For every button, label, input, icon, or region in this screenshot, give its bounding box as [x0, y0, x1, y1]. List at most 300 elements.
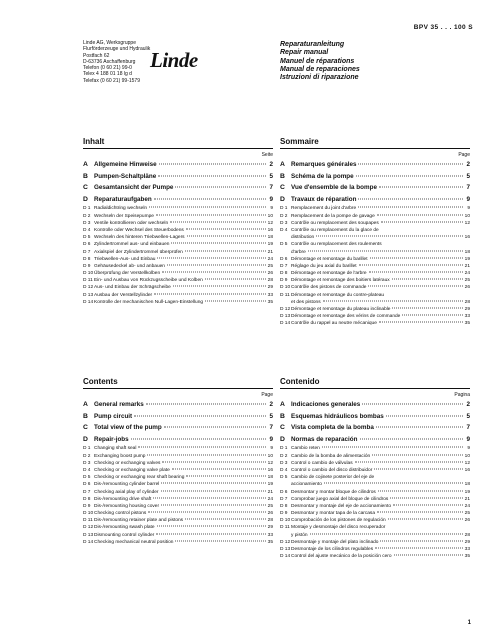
entry-number: D 9	[280, 511, 288, 517]
entry-title: Kontrolle der mechanischen Null-Lagen-Einstellung	[94, 299, 204, 305]
leader-dots	[175, 540, 265, 541]
page-column-label: Page	[261, 392, 273, 398]
leader-dots	[157, 257, 265, 258]
toc-main-entry	[83, 194, 273, 206]
entry-number: D 4	[280, 227, 288, 233]
entry-number: D 7	[83, 249, 91, 255]
toc-section-german	[83, 137, 273, 306]
entry-number: D 10	[83, 271, 94, 277]
entry-number: D 6	[83, 482, 91, 488]
entry-title: Allgemeine Hinweise	[94, 161, 157, 168]
toc-sub-entry	[280, 270, 470, 277]
entry-page: 10	[267, 213, 273, 219]
entry-letter: A	[280, 161, 285, 168]
toc-sub-entry	[280, 292, 470, 299]
entry-number: D 14	[280, 554, 291, 560]
address-line: Flurförderzeuge und Hydraulik	[83, 46, 151, 53]
toc-sub-entry	[83, 539, 273, 546]
leader-dots	[379, 187, 463, 188]
entry-title: Indicaciones generales	[291, 401, 361, 408]
entry-title: Montaje y desmontaje del disco recuperador	[291, 525, 386, 531]
leader-dots	[173, 286, 266, 287]
entry-page: 28	[267, 518, 273, 524]
company-address	[83, 40, 150, 84]
leader-dots	[158, 175, 266, 176]
toc-sub-entry	[280, 263, 470, 270]
entry-number: D 12	[280, 539, 291, 545]
entry-page: 2	[466, 401, 470, 408]
toc-section-french	[280, 137, 470, 328]
entry-title: Checking or exchanging valves	[94, 460, 161, 466]
leader-dots	[146, 404, 266, 405]
leader-dots	[167, 264, 266, 265]
entry-title: Contrôle ou remplacement du la glace de	[291, 227, 379, 233]
entry-letter: B	[280, 172, 285, 180]
leader-dots	[358, 164, 463, 165]
entry-number: D 3	[83, 220, 91, 226]
entry-title: distribution	[291, 235, 315, 241]
entry-title: Überprüfung der Verstellkolben	[94, 271, 161, 277]
entry-title: Travaux de réparation	[291, 195, 357, 203]
entry-page: 24	[464, 271, 470, 277]
entry-number: D 5	[83, 475, 91, 481]
entry-number: D 14	[280, 321, 291, 327]
entry-page: 33	[267, 532, 273, 538]
leader-dots	[355, 461, 463, 462]
entry-letter: A	[83, 161, 88, 168]
entry-title: Gehäusedeckel ab- und anbauen	[94, 263, 165, 269]
entry-number: D 4	[280, 467, 288, 473]
entry-page: 25	[464, 511, 470, 517]
toc-sub-entry	[280, 489, 470, 496]
entry-title: Démontage et remontage des vérins de commande	[291, 314, 401, 320]
section-title: Inhalt	[83, 137, 273, 149]
toc-sub-entry	[280, 481, 470, 488]
entry-title: Desmontar y montar tapa de la carcasa	[291, 511, 375, 517]
toc-sub-entry	[83, 532, 273, 539]
entry-page: 26	[267, 511, 273, 517]
toc-main-entry	[280, 399, 470, 411]
entry-page: 5	[269, 172, 273, 180]
toc-sub-entry	[280, 220, 470, 227]
entry-title: Remplacement de la pompe de gavage	[291, 213, 375, 219]
entry-page: 12	[267, 460, 273, 466]
entry-number: D 8	[83, 256, 91, 262]
manual-title: Manuel de réparations	[280, 57, 355, 65]
toc-sub-entry	[280, 453, 470, 460]
entry-page: 16	[267, 227, 273, 233]
entry-number: D 10	[280, 518, 291, 524]
entry-title: Démontage et remontage des boitiers latéraux	[291, 278, 390, 284]
leader-dots	[377, 512, 463, 513]
leader-dots	[323, 300, 463, 301]
entry-page: 9	[467, 206, 470, 212]
leader-dots	[134, 415, 266, 416]
entry-number: D 1	[83, 446, 91, 452]
entry-number: D 11	[83, 278, 93, 284]
entry-number: D 7	[280, 263, 288, 269]
toc-main-entry	[83, 171, 273, 183]
entry-title: accionamiento	[291, 482, 322, 488]
toc-main-entry	[280, 159, 470, 171]
section-title: Contents	[83, 377, 273, 389]
entry-title: General remarks	[94, 401, 144, 408]
entry-number: D 3	[280, 220, 288, 226]
leader-dots	[375, 548, 463, 549]
entry-title: Checking or exchanging valve plate	[94, 467, 170, 473]
entry-number: D 1	[83, 206, 91, 212]
entry-title: Zylindertrommel aus- und einbauen	[94, 242, 170, 248]
entry-title: Desmontaje de los cilindros regulables	[291, 547, 374, 552]
toc-sub-entry	[83, 234, 273, 241]
toc-sub-entry	[280, 306, 470, 313]
entry-title: Checking mechanical neutral position	[94, 539, 174, 545]
leader-dots	[372, 454, 462, 455]
entry-page: 19	[267, 242, 273, 248]
section-title: Sommaire	[280, 137, 470, 149]
entry-number: D 13	[280, 547, 291, 552]
entry-title: Cambio de cojinete posterior del eje de	[291, 475, 375, 481]
entry-number: D 13	[280, 314, 291, 320]
entry-title: Vista completa de la bomba	[291, 424, 374, 432]
leader-dots	[322, 447, 463, 448]
address-line: Telefax (0 60 21) 99-1579	[83, 77, 140, 84]
toc-sub-entry	[280, 553, 470, 560]
entry-page: 9	[270, 206, 273, 212]
entry-page: 19	[267, 482, 273, 488]
entry-title: Remplacement du joint d'arbre	[291, 206, 357, 212]
leader-dots	[148, 512, 265, 513]
address-line: Telefon (0 60 21) 99-0	[83, 65, 132, 72]
entry-number: D 12	[280, 307, 291, 312]
toc-sub-entry	[280, 496, 470, 503]
leader-dots	[138, 447, 266, 448]
entry-page: 25	[464, 278, 470, 284]
entry-title: Dismounting control cylinder	[94, 532, 155, 538]
leader-dots	[131, 438, 266, 439]
leader-dots	[161, 504, 266, 505]
leader-dots	[161, 490, 266, 491]
entry-page: 10	[464, 453, 470, 459]
entry-title: Checking control pistons	[94, 511, 147, 517]
entry-title: Axialspiel der Zylindertrommel überprüfen	[94, 249, 183, 255]
entry-letter: A	[83, 401, 88, 408]
toc-sub-entry	[83, 453, 273, 460]
toc-sub-entry	[280, 249, 470, 256]
manual-title: Istruzioni di riparazione	[280, 74, 359, 82]
entry-page: 12	[464, 220, 470, 226]
entry-page: 24	[267, 256, 273, 262]
entry-page: 21	[267, 249, 273, 255]
entry-number: D 2	[83, 213, 91, 219]
leader-dots	[359, 264, 463, 265]
manual-titles	[280, 41, 360, 82]
leader-dots	[172, 468, 266, 469]
leader-dots	[186, 476, 265, 477]
leader-dots	[308, 250, 463, 251]
leader-dots	[381, 221, 463, 222]
entry-title: Desmontaje y montaje del plato inclinado	[291, 539, 379, 545]
toc-sub-entry	[83, 517, 273, 524]
toc-main-entry	[280, 422, 470, 434]
entry-title: Gesamtansicht der Pumpe	[94, 184, 174, 192]
leader-dots	[386, 415, 463, 416]
entry-letter: D	[280, 195, 285, 203]
toc-sub-entry	[83, 284, 273, 291]
entry-number: D 10	[280, 285, 291, 291]
entry-page: 19	[464, 489, 470, 495]
entry-title: Réglage du jeu axial du barillet	[291, 263, 357, 269]
entry-title: Control o cambio de válvulas	[291, 460, 353, 466]
entry-number: D 11	[280, 292, 290, 298]
entry-page: 28	[267, 278, 273, 284]
toc-sub-entry	[83, 467, 273, 474]
entry-page: 5	[466, 172, 470, 180]
entry-title: Ausbau der Verstellzylinder	[94, 292, 153, 298]
toc-sub-entry	[280, 205, 470, 212]
entry-title: Comprobar juego axial del bloque de cilindros	[291, 496, 389, 502]
leader-dots	[402, 315, 462, 316]
toc-sub-entry	[83, 445, 273, 452]
toc-main-entry	[280, 171, 470, 183]
entry-title: et des pistons	[291, 299, 321, 305]
entry-page: 9	[270, 446, 273, 452]
toc-sub-entry	[83, 205, 273, 212]
entry-page: 26	[464, 285, 470, 291]
toc-sub-entry	[280, 234, 470, 241]
entry-number: D 13	[83, 292, 94, 298]
toc-sub-entry	[83, 263, 273, 270]
entry-number: D 5	[280, 242, 288, 248]
entry-number: D 13	[83, 532, 94, 538]
toc-sub-entry	[280, 532, 470, 539]
manual-title: Manual de reparaciones	[280, 65, 360, 73]
toc-sub-entry	[280, 213, 470, 220]
entry-title: Ventile kontrollieren oder wechseln	[94, 220, 169, 226]
entry-title: Démontage et remontage du plateau inclinable	[291, 307, 391, 312]
entry-page: 18	[267, 235, 273, 241]
entry-number: D 11	[280, 525, 290, 531]
page-column-label: Seite	[261, 152, 273, 158]
entry-page: 29	[267, 285, 273, 291]
entry-title: Changing shaft seal	[94, 446, 137, 452]
entry-number: D 4	[83, 227, 91, 233]
entry-title: Aus- und Einbau der Schrägscheibe	[94, 285, 171, 291]
entry-title: Cambio de la bomba de alimentación	[291, 453, 371, 459]
toc-sub-entry	[280, 539, 470, 546]
entry-number: D 2	[83, 453, 91, 459]
toc-sub-entry	[83, 227, 273, 234]
section-title: Contenido	[280, 377, 470, 389]
entry-number: D 9	[83, 503, 91, 509]
entry-page: 35	[267, 299, 273, 305]
toc-sub-entry	[280, 284, 470, 291]
toc-sub-entry	[280, 503, 470, 510]
toc-main-entry	[83, 411, 273, 423]
entry-page: 12	[464, 460, 470, 466]
entry-title: Normas de reparación	[291, 435, 358, 443]
toc-sub-entry	[280, 460, 470, 467]
entry-letter: B	[83, 172, 88, 180]
entry-page: 24	[464, 503, 470, 509]
entry-page: 26	[464, 518, 470, 524]
toc-sub-entry	[280, 299, 470, 306]
entry-title: Contrôle ou remplacement des soupapes	[291, 220, 379, 226]
entry-page: 35	[464, 554, 470, 560]
entry-page: 35	[464, 321, 470, 327]
leader-dots	[154, 293, 266, 294]
toc-sub-entry	[83, 292, 273, 299]
entry-title: Desmontar y montar bloque de cilindros	[291, 489, 376, 495]
leader-dots	[153, 497, 265, 498]
leader-dots	[388, 519, 463, 520]
entry-title: Pumpen-Schaltpläne	[94, 172, 157, 180]
leader-dots	[360, 438, 464, 439]
leader-dots	[316, 236, 462, 237]
leader-dots	[170, 221, 266, 222]
leader-dots	[162, 272, 266, 273]
entry-title: Esquemas hidráulicos bombas	[291, 412, 384, 420]
entry-page: 9	[466, 195, 470, 203]
toc-sub-entry	[83, 213, 273, 220]
page-number: 1	[467, 620, 471, 626]
leader-dots	[374, 468, 462, 469]
entry-page: 16	[464, 467, 470, 473]
leader-dots	[159, 164, 266, 165]
toc-sub-entry	[280, 445, 470, 452]
entry-title: Checking axial play of cylinder	[94, 489, 159, 495]
model-code: BPV 35 . . . 100 S	[413, 24, 473, 31]
toc-main-entry	[280, 194, 470, 206]
entry-title: Pump circuit	[94, 412, 133, 420]
toc-main-entry	[83, 399, 273, 411]
page-column-label: Pagina	[454, 392, 470, 398]
entry-title: Remarques générales	[291, 161, 357, 168]
manual-title: Reparaturanleitung	[280, 41, 345, 48]
entry-page: 2	[466, 161, 470, 168]
leader-dots	[356, 175, 463, 176]
entry-title: Vue d'ensemble de la bompe	[291, 184, 377, 192]
entry-page: 7	[269, 184, 273, 192]
entry-page: 18	[464, 249, 470, 255]
leader-dots	[368, 286, 462, 287]
entry-page: 33	[464, 547, 470, 552]
entry-page: 33	[464, 314, 470, 320]
entry-number: D 4	[83, 467, 91, 473]
entry-number: D 8	[280, 503, 288, 509]
entry-number: D 2	[280, 453, 288, 459]
entry-letter: D	[83, 195, 88, 203]
toc-sub-entry	[83, 241, 273, 248]
toc-sub-entry	[83, 489, 273, 496]
entry-page: 10	[464, 213, 470, 219]
leader-dots	[185, 250, 266, 251]
toc-sub-entry	[280, 241, 470, 248]
entry-page: 29	[464, 307, 470, 312]
entry-title: Dis-/remounting cylinder barrel	[94, 482, 160, 488]
entry-number: D 9	[280, 278, 288, 284]
leader-dots	[394, 555, 463, 556]
leader-dots	[392, 308, 462, 309]
entry-page: 26	[267, 271, 273, 277]
entry-page: 9	[269, 195, 273, 203]
toc-section-english	[83, 377, 273, 546]
entry-letter: D	[83, 435, 88, 443]
entry-page: 7	[466, 424, 470, 432]
leader-dots	[380, 540, 462, 541]
entry-page: 29	[464, 539, 470, 545]
leader-dots	[378, 490, 463, 491]
entry-number: D 14	[83, 299, 94, 305]
toc-main-entry	[280, 182, 470, 194]
entry-letter: C	[280, 424, 285, 432]
entry-title: d'arbre	[291, 249, 306, 255]
entry-number: D 6	[83, 242, 91, 248]
entry-number: D 7	[280, 496, 288, 502]
entry-title: Cambio reten	[291, 446, 320, 452]
entry-title: Triebwellen-Aus- und Einbau	[94, 256, 156, 262]
entry-number: D 12	[83, 285, 94, 291]
entry-title: Ein- und Ausbau von Rückzugsscheibe und Kolben	[94, 278, 203, 284]
entry-number: D 1	[280, 446, 288, 452]
leader-dots	[205, 300, 266, 301]
entry-title: Démontage et remontage du barillet	[291, 256, 368, 262]
entry-number: D 11	[83, 518, 93, 524]
toc-sub-entry	[83, 481, 273, 488]
entry-title: Dis-/remounting drive shaft	[94, 496, 152, 502]
page-column-label: Page	[458, 152, 470, 158]
leader-dots	[376, 427, 463, 428]
leader-dots	[310, 533, 463, 534]
toc-main-entry	[83, 182, 273, 194]
entry-title: Schéma de la pompe	[291, 172, 354, 180]
leader-dots	[370, 257, 463, 258]
entry-letter: C	[83, 184, 88, 192]
toc-main-entry	[83, 159, 273, 171]
entry-page: 12	[267, 220, 273, 226]
toc-sub-entry	[83, 270, 273, 277]
entry-number: D 8	[280, 271, 288, 277]
entry-letter: D	[280, 435, 285, 443]
entry-page: 24	[267, 496, 273, 502]
entry-number: D 14	[83, 539, 94, 545]
entry-page: 21	[267, 489, 273, 495]
manual-title: Repair manual	[280, 49, 329, 57]
leader-dots	[149, 207, 266, 208]
entry-page: 25	[267, 263, 273, 269]
entry-title: Exchanging boost pump	[94, 453, 146, 459]
entry-number: D 9	[83, 263, 91, 269]
leader-dots	[379, 322, 463, 323]
entry-title: Wechseln der Speisepumpe	[94, 213, 154, 219]
entry-number: D 8	[83, 496, 91, 502]
entry-title: Wechseln des hinteren Triebwellen-Lagers	[94, 235, 185, 241]
entry-title: Reparaturaufgaben	[94, 195, 152, 203]
toc-sub-entry	[280, 524, 470, 531]
entry-page: 9	[466, 435, 470, 443]
entry-page: 7	[466, 184, 470, 192]
entry-letter: B	[83, 412, 88, 420]
toc-sub-entry	[280, 546, 470, 553]
leader-dots	[358, 198, 463, 199]
leader-dots	[164, 427, 266, 428]
entry-page: 33	[267, 292, 273, 298]
leader-dots	[161, 483, 265, 484]
entry-letter: A	[280, 401, 285, 408]
entry-page: 9	[467, 446, 470, 452]
linde-logo: Linde	[150, 48, 198, 72]
entry-title: Comprobación de los pistones de regulación	[291, 518, 386, 524]
